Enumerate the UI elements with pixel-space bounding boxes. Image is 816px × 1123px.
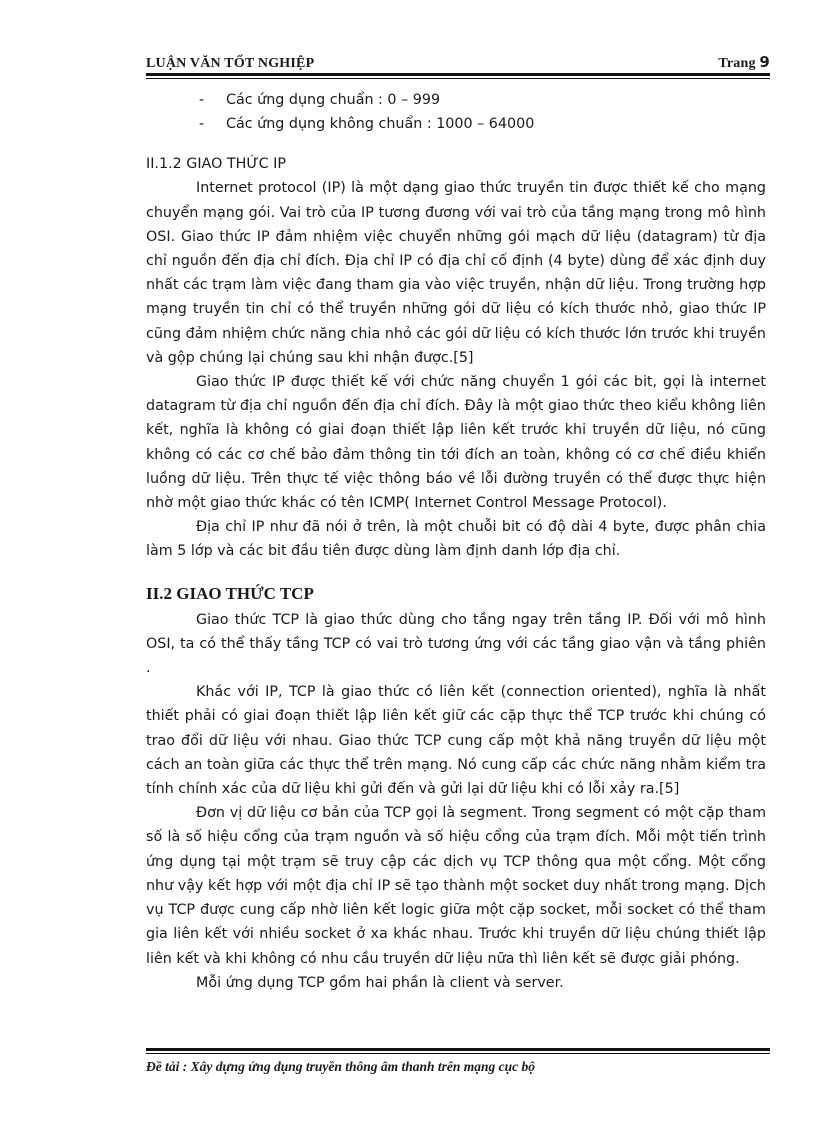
paragraph: Địa chỉ IP như đã nói ở trên, là một chuỗi bit có độ dài 4 byte, được phân chia làm 5 lớp và các bit đầu tiên được dùng làm định danh lớp địa chỉ.: [146, 519, 766, 560]
bullet-list: [146, 88, 766, 136]
page-header: [146, 50, 770, 72]
footer-rule-thin: [146, 1053, 770, 1054]
bullet-text: Các ứng dụng chuẩn : 0 – 999: [226, 92, 441, 108]
footer-topic: Xây dựng ứng dụng truyền thông âm thanh trên mạng cục bộ: [190, 1059, 536, 1074]
page-footer: [146, 1059, 770, 1075]
page-body: [146, 88, 766, 995]
paragraph: Mỗi ứng dụng TCP gồm hai phần là client và server.: [196, 974, 564, 991]
paragraph: Internet protocol (IP) là một dạng giao thức truyền tin được thiết kế cho mạng chuyển mạng gói. Vai trò của IP tương đương với vai trò của tầng mạng trong mô hình OSI. Giao thức IP đảm nhiệm việc chuyển những gói mạch dữ liệu (datagram) từ địa chỉ nguồn đến địa chỉ đích. Địa chỉ IP có địa chỉ cố định (4 byte) dùng để xác định duy nhất các trạm làm việc đang tham gia vào việc truyền, nhận dữ liệu. Trong trường hợp mạng truyền tin chỉ có thể truyền những gói dữ liệu có kích thước nhỏ, giao thức IP cũng đảm nhiệm chức năng chia nhỏ các gói dữ liệu có kích thước lớn trước khi truyền và gộp chúng lại chúng sau khi nhận được.[5]: [146, 180, 766, 366]
thesis-title: LUẬN VĂN TỐT NGHIỆP: [146, 56, 315, 71]
footer-label: Đề tài :: [146, 1059, 188, 1074]
page-number: [718, 53, 770, 72]
paragraph: Đơn vị dữ liệu cơ bản của TCP gọi là segment. Trong segment có một cặp tham số là số hiệu cổng của trạm nguồn và số hiệu cổng của trạm đích. Mỗi một tiến trình ứng dụng tại một trạm sẽ truy cập các dịch vụ TCP thông qua một cổng. Một cổng như vậy kết hợp với một địa chỉ IP sẽ tạo thành một socket duy nhất trong mạng. Dịch vụ TCP được cung cấp nhờ liên kết logic giữa một cặp socket, mỗi socket có thể tham gia liên kết với nhiều socket ở xa khác nhau. Trước khi truyền dữ liệu chúng thiết lập liên kết và khi không có nhu cầu truyền dữ liệu nữa thì liên kết sẽ được giải phóng.: [146, 805, 766, 967]
header-rule-thin: [146, 78, 770, 79]
page-number-value: 9: [759, 53, 770, 71]
paragraph: Giao thức IP được thiết kế với chức năng chuyển 1 gói các bit, gọi là internet datagram từ địa chỉ nguồn đến địa chỉ đích. Đây là một giao thức theo kiểu không liên kết, nghĩa là không có giai đoạn thiết lập liên kết trước khi truyền dữ liệu, nó cũng không có các cơ chế bảo đảm thông tin tới đích an toàn, không có cơ chế điều khiển luồng dữ liệu. Trên thực tế việc thông báo về lỗi đường truyền có thể được thực hiện nhờ một giao thức khác có tên ICMP( Internet Control Message Protocol).: [146, 374, 766, 512]
paragraph: Giao thức TCP là giao thức dùng cho tầng ngay trên tầng IP. Đối với mô hình OSI, ta có thể thấy tầng TCP có vai trò tương ứng với các tầng giao vận và tầng phiên .: [146, 611, 766, 677]
page-label: Trang: [718, 56, 756, 71]
paragraph: Khác với IP, TCP là giao thức có liên kết (connection oriented), nghĩa là nhất thiết phải có giai đoạn thiết lập liên kết giữ các cặp thực thể TCP trước khi chúng có trao đổi dữ liệu với nhau. Giao thức TCP cung cấp một khả năng truyền dữ liệu một cách an toàn giữa các thực thể trên mạng. Nó cung cấp các chức năng nhằm kiểm tra tính chính xác của dữ liệu khi gửi đến và gửi lại dữ liệu khi có lỗi xảy ra.[5]: [146, 684, 766, 798]
subsection-heading: II.1.2 GIAO THỨC IP: [146, 156, 286, 173]
bullet-text: Các ứng dụng không chuẩn : 1000 – 64000: [226, 116, 535, 133]
bullet-dash: -: [199, 116, 205, 133]
list-item: [146, 112, 766, 136]
list-item: [146, 88, 766, 112]
section-heading: II.2 GIAO THỨC TCP: [146, 583, 314, 603]
bullet-dash: -: [199, 92, 205, 108]
header-rule-thick: [146, 73, 770, 76]
footer-rule-thick: [146, 1048, 770, 1051]
